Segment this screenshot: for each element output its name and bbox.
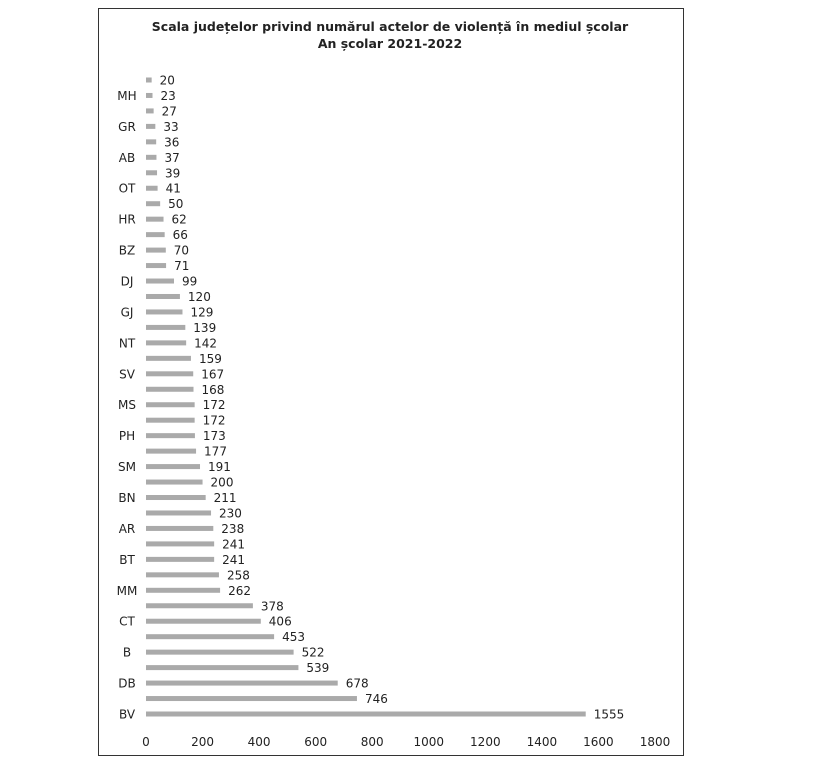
bar bbox=[146, 634, 274, 639]
bar bbox=[146, 186, 158, 191]
bar bbox=[146, 480, 203, 485]
data-label: 172 bbox=[202, 413, 226, 428]
data-label: 167 bbox=[201, 367, 225, 382]
bar bbox=[146, 588, 220, 593]
category-label: BT bbox=[119, 552, 135, 567]
bar bbox=[146, 294, 180, 299]
category-label: AB bbox=[118, 150, 136, 165]
chart-frame bbox=[99, 9, 684, 756]
data-label: 120 bbox=[187, 289, 211, 304]
bar bbox=[146, 526, 213, 531]
bar bbox=[146, 78, 152, 83]
category-label: CT bbox=[119, 614, 135, 629]
bar bbox=[146, 170, 157, 175]
data-label: 241 bbox=[222, 537, 246, 552]
bar bbox=[146, 464, 200, 469]
category-label: MM bbox=[116, 583, 138, 598]
category-label: SV bbox=[119, 367, 135, 382]
bar bbox=[146, 93, 153, 98]
bar bbox=[146, 356, 191, 361]
data-label: 238 bbox=[221, 521, 245, 536]
category-label: BZ bbox=[118, 243, 136, 258]
data-label: 37 bbox=[164, 150, 180, 165]
data-label: 70 bbox=[173, 243, 190, 258]
data-label: 168 bbox=[201, 382, 225, 397]
bar bbox=[146, 696, 357, 701]
data-label: 230 bbox=[219, 506, 242, 521]
bar bbox=[146, 433, 195, 438]
x-tick-label: 1600 bbox=[583, 735, 614, 749]
bar bbox=[146, 650, 294, 655]
data-label: 453 bbox=[282, 630, 306, 645]
bar bbox=[146, 309, 182, 314]
bar bbox=[146, 201, 160, 206]
x-tick-label: 600 bbox=[304, 735, 328, 749]
data-label: 142 bbox=[194, 336, 218, 351]
chart-subtitle: An școlar 2021-2022 bbox=[317, 36, 463, 51]
data-label: 159 bbox=[198, 351, 222, 366]
bar bbox=[146, 572, 219, 577]
bar bbox=[146, 541, 214, 546]
bar bbox=[146, 279, 174, 284]
data-label: 33 bbox=[163, 119, 179, 134]
bar bbox=[146, 557, 214, 562]
x-tick-label: 400 bbox=[247, 735, 271, 749]
data-label: 177 bbox=[204, 444, 227, 459]
data-label: 200 bbox=[210, 475, 234, 490]
category-label: AR bbox=[118, 521, 136, 536]
data-label: 99 bbox=[181, 274, 198, 289]
data-label: 23 bbox=[160, 88, 176, 103]
data-label: 20 bbox=[159, 73, 175, 88]
data-label: 1555 bbox=[593, 707, 625, 722]
bar bbox=[146, 387, 194, 392]
data-label: 211 bbox=[213, 491, 237, 506]
x-tick-label: 200 bbox=[191, 735, 215, 749]
bar bbox=[146, 681, 338, 686]
data-label: 406 bbox=[268, 614, 292, 629]
category-label: PH bbox=[118, 429, 136, 444]
bar bbox=[146, 402, 195, 407]
bar bbox=[146, 418, 195, 423]
bar bbox=[146, 712, 586, 717]
bar bbox=[146, 155, 156, 160]
bar bbox=[146, 124, 155, 129]
data-label: 71 bbox=[174, 259, 190, 274]
data-label: 36 bbox=[164, 135, 180, 150]
bar bbox=[146, 217, 164, 222]
data-label: 262 bbox=[228, 583, 251, 598]
category-label: DJ bbox=[120, 274, 134, 289]
bar bbox=[146, 665, 298, 670]
bar bbox=[146, 510, 211, 515]
category-label: MS bbox=[118, 398, 136, 413]
data-label: 66 bbox=[172, 228, 188, 243]
category-label: SM bbox=[118, 460, 136, 475]
bar bbox=[146, 603, 253, 608]
bar bbox=[146, 248, 166, 253]
category-label: BN bbox=[118, 491, 136, 506]
data-label: 258 bbox=[226, 568, 250, 583]
category-label: GR bbox=[118, 119, 136, 134]
data-label: 241 bbox=[222, 552, 246, 567]
data-label: 191 bbox=[208, 460, 231, 475]
category-label: HR bbox=[118, 212, 136, 227]
category-label: BV bbox=[118, 707, 136, 722]
data-label: 173 bbox=[202, 429, 226, 444]
bar bbox=[146, 619, 261, 624]
data-label: 172 bbox=[202, 398, 226, 413]
bar bbox=[146, 108, 154, 113]
category-label: MH bbox=[117, 88, 137, 103]
data-label: 27 bbox=[161, 104, 177, 119]
data-label: 746 bbox=[364, 692, 388, 707]
data-label: 129 bbox=[190, 305, 214, 320]
bar bbox=[146, 449, 196, 454]
data-label: 41 bbox=[165, 181, 181, 196]
category-label: NT bbox=[118, 336, 136, 351]
bar bbox=[146, 371, 193, 376]
category-label: OT bbox=[118, 181, 136, 196]
x-tick-label: 1800 bbox=[639, 735, 671, 749]
data-label: 378 bbox=[260, 599, 284, 614]
x-tick-label: 0 bbox=[142, 735, 150, 749]
data-label: 62 bbox=[171, 212, 187, 227]
data-label: 678 bbox=[345, 676, 369, 691]
bar bbox=[146, 263, 166, 268]
data-label: 539 bbox=[306, 661, 330, 676]
data-label: 522 bbox=[301, 645, 325, 660]
x-tick-label: 1200 bbox=[470, 735, 501, 749]
x-tick-label: 1400 bbox=[526, 735, 558, 749]
category-label: GJ bbox=[120, 305, 134, 320]
data-label: 50 bbox=[168, 197, 184, 212]
bar bbox=[146, 139, 156, 144]
x-tick-label: 800 bbox=[360, 735, 384, 749]
bar bbox=[146, 495, 206, 500]
chart-title: Scala județelor privind numărul actelor de violență în mediul școlar bbox=[151, 19, 629, 34]
data-label: 139 bbox=[193, 320, 217, 335]
data-label: 39 bbox=[165, 166, 181, 181]
category-label: B bbox=[122, 645, 132, 660]
bar bbox=[146, 340, 186, 345]
bar bbox=[146, 232, 165, 237]
x-tick-label: 1000 bbox=[413, 735, 445, 749]
category-label: DB bbox=[118, 676, 136, 691]
bar bbox=[146, 325, 185, 330]
